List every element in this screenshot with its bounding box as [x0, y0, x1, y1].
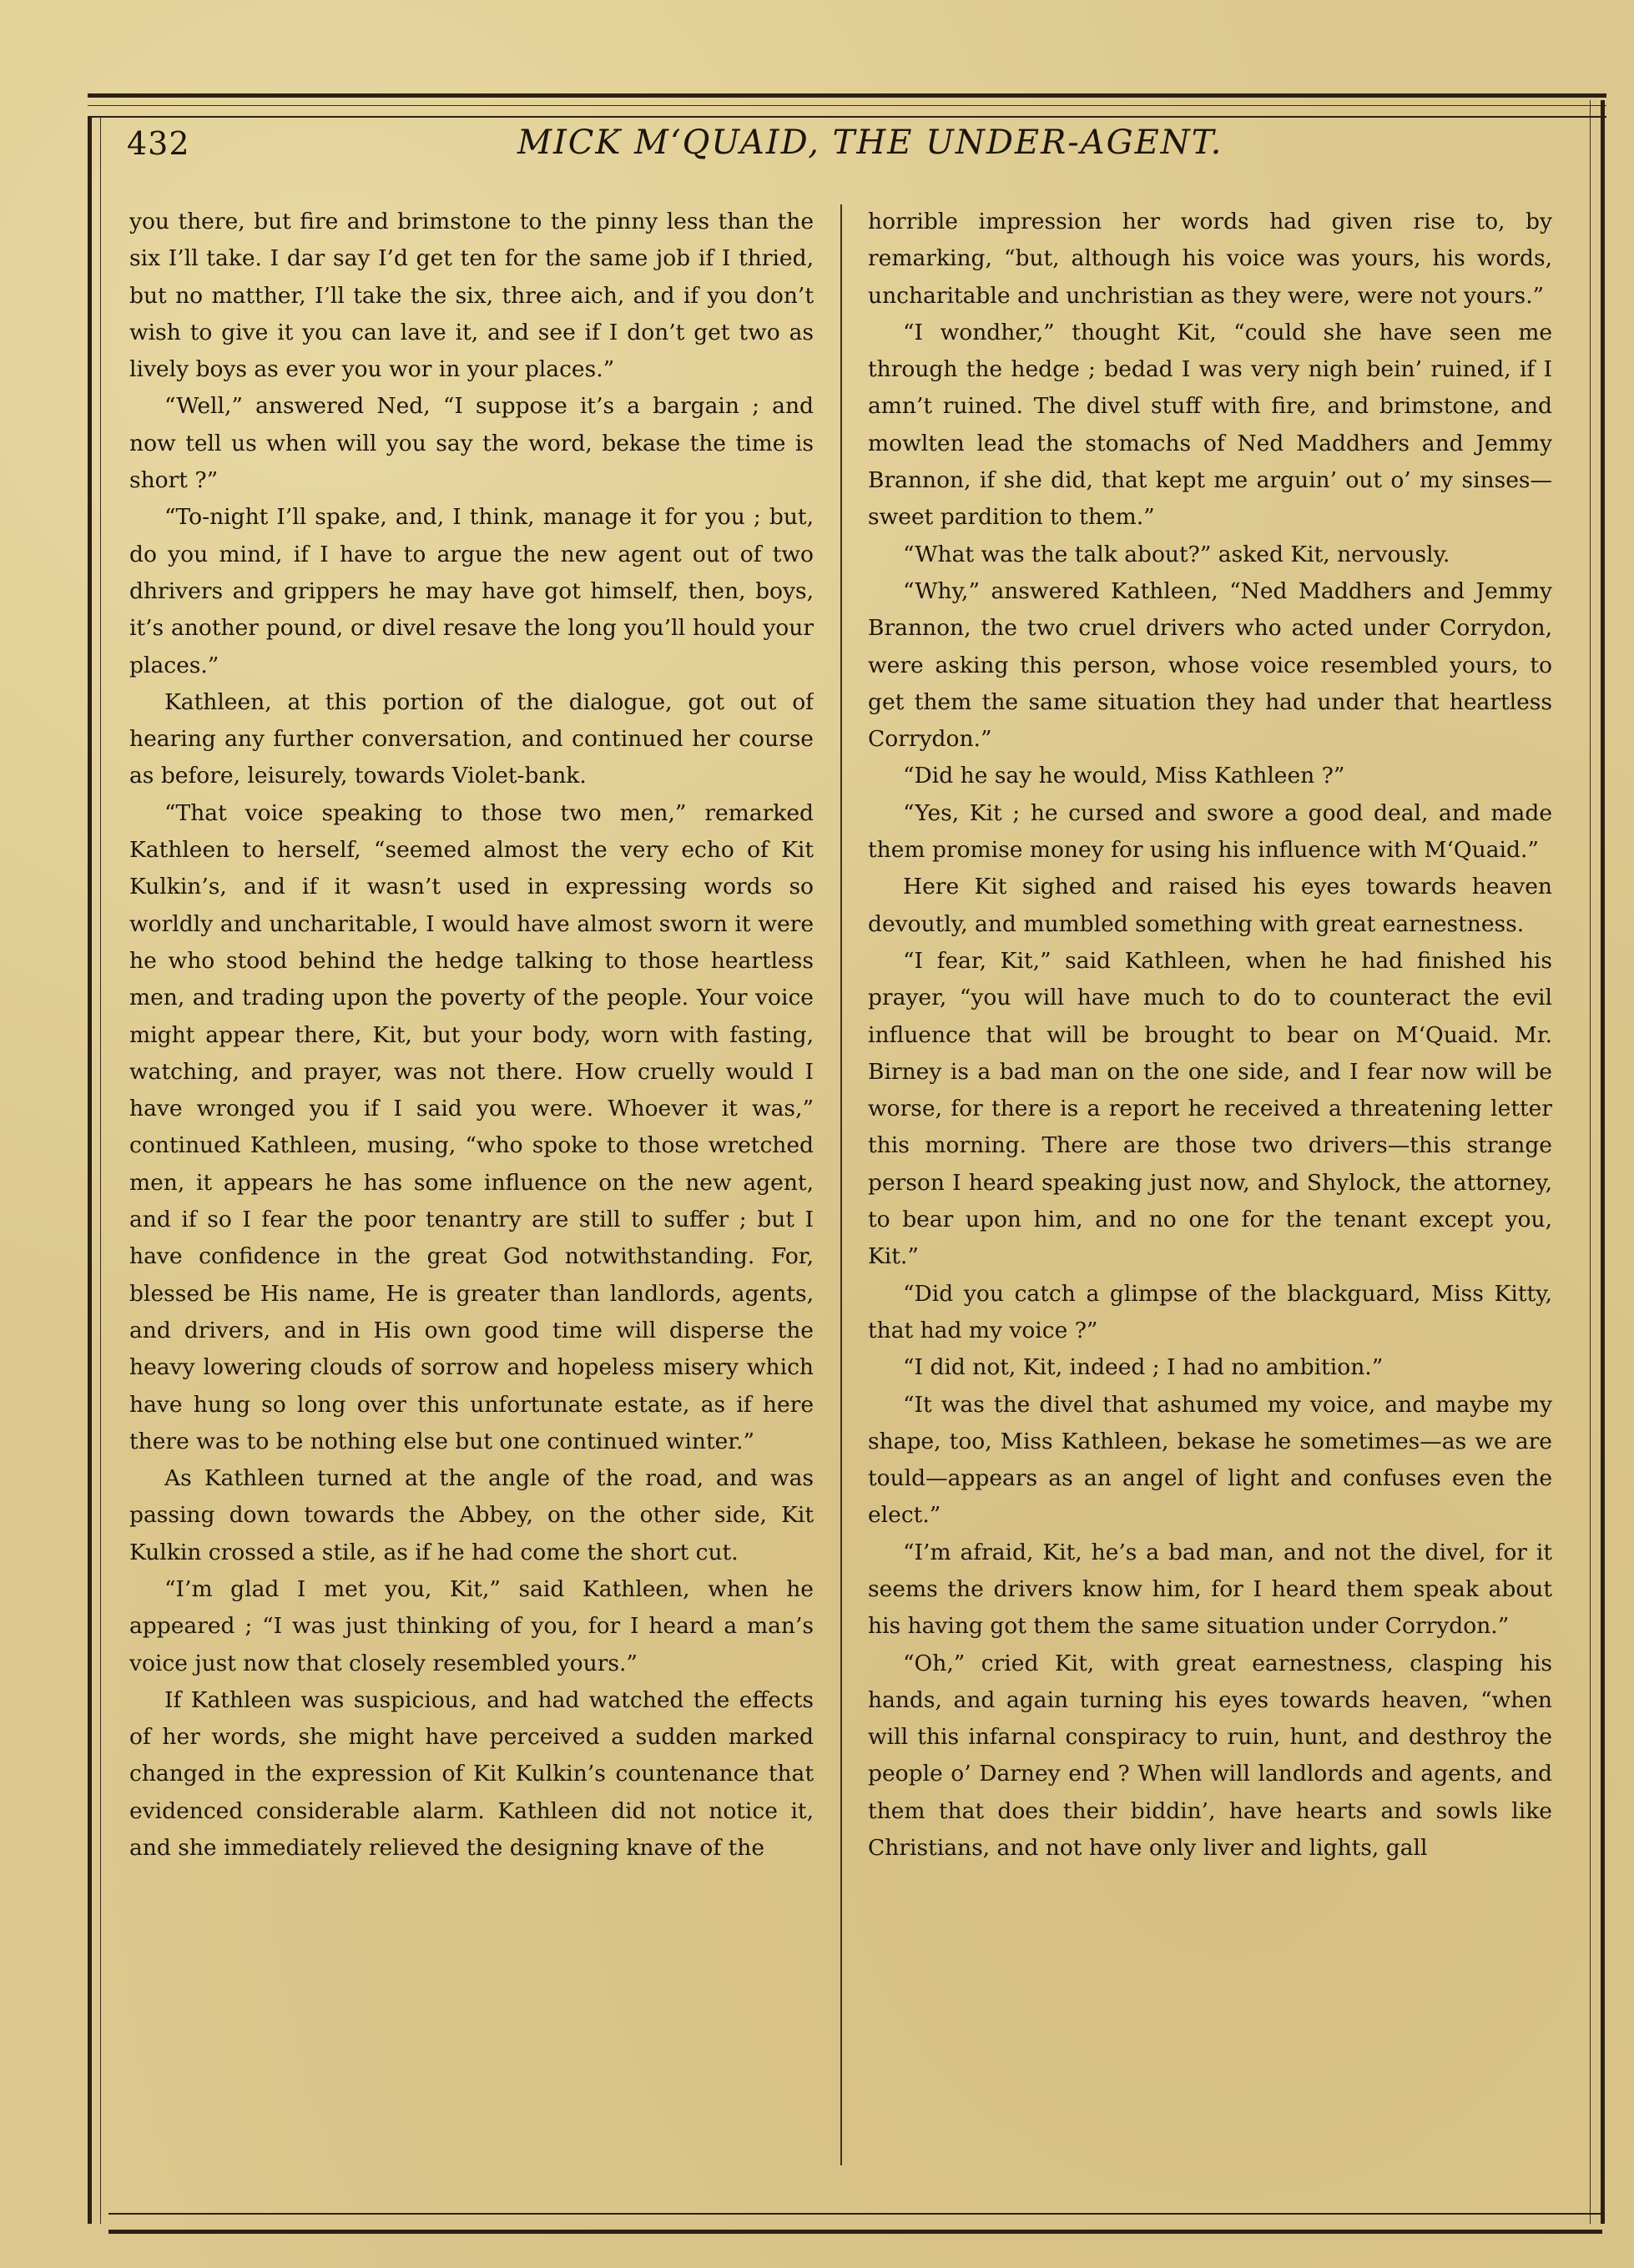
bottom-border-rule: [108, 2213, 1602, 2234]
paragraph: “That voice speaking to those two men,” remarked Kathleen to herself, “seemed almost the very echo of Kit Kulkin’s, and if it wasn’t used in expressing words so worldly and uncharitable, I would have almost sworn it were he who stood behind the hedge talking to those heartless men, and trading upon the poverty of the people. Your voice might appear there, Kit, but your body, worn with fasting, watching, and prayer, was not there. How cruelly would I have wronged you if I said you were. Whoever it was,” continued Kathleen, musing, “who spoke to those wretched men, it appears he has some influence on the new agent, and if so I fear the poor tenantry are still to suffer ; but I have confidence in the great God notwithstanding. For, blessed be His name, He is greater than landlords, agents, and drivers, and in His own good time will disperse the heavy lowering clouds of sorrow and hopeless misery which have hung so long over this unfortunate estate, as if here there was to be nothing else but one continued winter.”: [129, 799, 814, 1454]
paragraph: “I’m afraid, Kit, he’s a bad man, and not the divel, for it seems the drivers know him, for I heard them speak about his having got them the same situation under Corrydon.”: [868, 1539, 1552, 1640]
paragraph: “Well,” answered Ned, “I suppose it’s a bargain ; and now tell us when will you say the word, bekase the time is short ?”: [129, 393, 814, 494]
paragraph: “Did you catch a glimpse of the blackguard, Miss Kitty, that had my voice ?”: [868, 1280, 1552, 1343]
page-number: 432: [127, 125, 190, 162]
left-column: [129, 204, 814, 2190]
paragraph: “I wondher,” thought Kit, “could she have seen me through the hedge ; bedad I was very nigh bein’ ruined, if I amn’t ruined. The divel stuff with fire, and brimstone, and mowlten lead the stomachs of Ned Maddhers and Jemmy Brannon, if she did, that kept me arguin’ out o’ my sinses—sweet pardition to them.”: [868, 319, 1552, 531]
paragraph: If Kathleen was suspicious, and had watched the effects of her words, she might have perceived a sudden marked changed in the expression of Kit Kulkin’s countenance that evidenced considerable alarm. Kathleen did not notice it, and she immediately relieved the designing knave of the: [129, 1686, 814, 1862]
top-border-rule: [88, 93, 1606, 118]
paragraph: “It was the divel that ashumed my voice, and maybe my shape, too, Miss Kathleen, bekase he sometimes—as we are tould—appears as an angel of light and confuses even the elect.”: [868, 1391, 1552, 1529]
paragraph: “I fear, Kit,” said Kathleen, when he had finished his prayer, “you will have much to do to counteract the evil influence that will be brought to bear on M‘Quaid. Mr. Birney is a bad man on the one side, and I fear now will be worse, for there is a report he received a threatening letter this morning. There are those two drivers—this strange person I heard speaking just now, and Shylock, the attorney, to bear upon him, and no one for the tenant except you, Kit.”: [868, 947, 1552, 1270]
paragraph: “Why,” answered Kathleen, “Ned Maddhers and Jemmy Brannon, the two cruel drivers who acted under Corrydon, were asking this person, whose voice resembled yours, to get them the same situation they had under that heartless Corrydon.”: [868, 577, 1552, 753]
paragraph: horrible impression her words had given rise to, by remarking, “but, although his voice was yours, his words, uncharitable and unchristian as they were, were not yours.”: [868, 209, 1552, 309]
right-column: [868, 204, 1552, 2190]
paragraph: you there, but fire and brimstone to the pinny less than the six I’ll take. I dar say I’d get ten for the same job if I thried, but no matther, I’ll take the six, three aich, and if you don’t wish to give it you can lave it, and see if I don’t get two as lively boys as ever you wor in your places.”: [129, 209, 814, 383]
left-border-rule: [88, 117, 101, 2224]
right-border-rule: [1590, 100, 1605, 2224]
paragraph: “I’m glad I met you, Kit,” said Kathleen, when he appeared ; “I was just thinking of you, for I heard a man’s voice just now that closely resembled yours.”: [129, 1575, 814, 1676]
paragraph: “I did not, Kit, indeed ; I had no ambition.”: [903, 1354, 1384, 1381]
paragraph: “What was the talk about?” asked Kit, nervously.: [903, 541, 1450, 567]
paragraph: “Oh,” cried Kit, with great earnestness, clasping his hands, and again turning his eyes towards heaven, “when will this infarnal conspiracy to ruin, hunt, and desthroy the people o’ Darney end ? When will landlords and agents, and them that does their biddin’, have hearts and sowls like Christians, and not have only liver and lights, gall: [868, 1650, 1552, 1862]
running-title: MICK M‘QUAID, THE UNDER-AGENT.: [517, 123, 1223, 162]
paragraph: “To-night I’ll spake, and, I think, manage it for you ; but, do you mind, if I have to argue the new agent out of two dhrivers and grippers he may have got himself, then, boys, it’s another pound, or divel resave the long you’ll hould your places.”: [129, 504, 814, 678]
paragraph: “Yes, Kit ; he cursed and swore a good deal, and made them promise money for using his influence with M‘Quaid.”: [868, 799, 1552, 864]
paragraph: As Kathleen turned at the angle of the road, and was passing down towards the Abbey, on the other side, Kit Kulkin crossed a stile, as if he had come the short cut.: [129, 1465, 814, 1565]
column-divider: [840, 204, 842, 2165]
paragraph: Here Kit sighed and raised his eyes towards heaven devoutly, and mumbled something with great earnestness.: [868, 874, 1552, 937]
paragraph: Kathleen, at this portion of the dialogue, got out of hearing any further conversation, and continued her course as before, leisurely, towards Violet-bank.: [129, 688, 814, 789]
paragraph: “Did he say he would, Miss Kathleen ?”: [903, 763, 1345, 789]
